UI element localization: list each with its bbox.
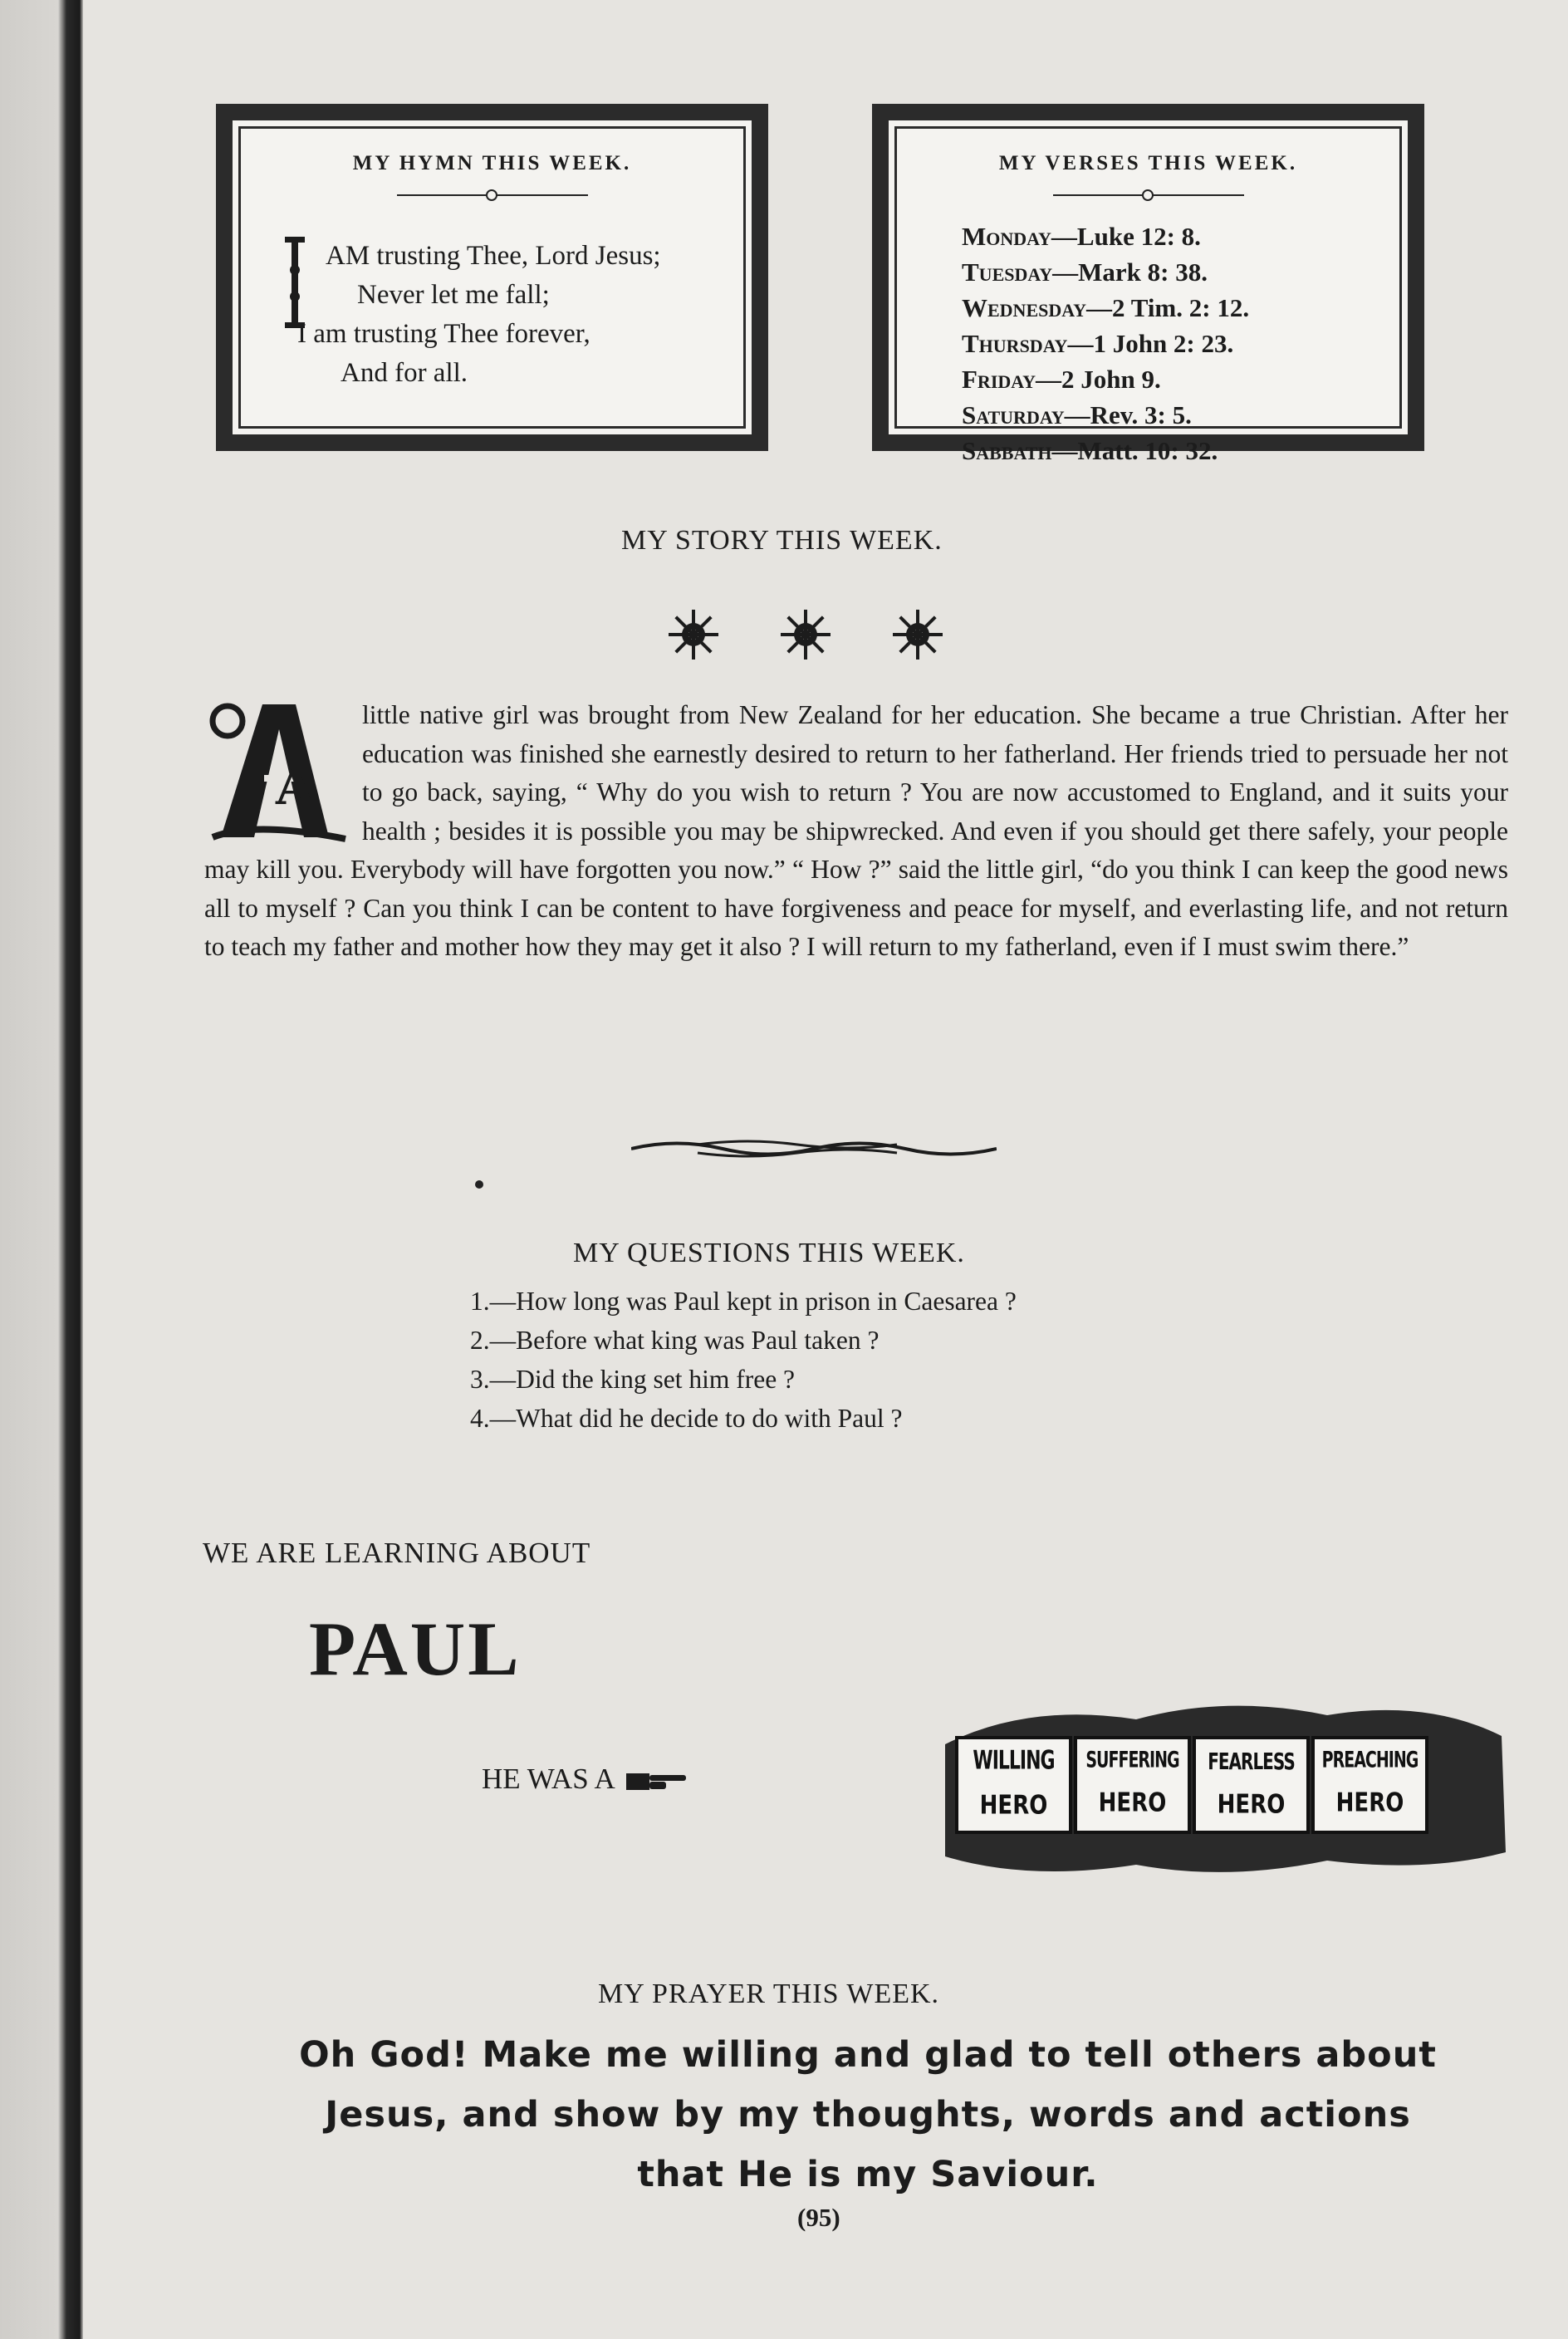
learning-intro: WE ARE LEARNING ABOUT [203, 1537, 591, 1569]
verses-box [872, 104, 1424, 465]
prayer-line: that He is my Saviour. [637, 2154, 1099, 2195]
dot-mark [475, 1180, 483, 1189]
question-item: 2.—Before what king was Paul taken ? [470, 1326, 880, 1355]
hymn-box [216, 104, 768, 451]
divider [1053, 187, 1244, 203]
verse-row: Saturday—Rev. 3: 5. [962, 400, 1192, 429]
question-item: 1.—How long was Paul kept in prison in Caesarea ? [470, 1287, 1017, 1316]
question-item: 3.—Did the king set him free ? [470, 1365, 796, 1394]
hymn-title: MY HYMN THIS WEEK. [352, 152, 632, 174]
pointing-hand-icon [626, 1770, 693, 1793]
prayer-title: MY PRAYER THIS WEEK. [598, 1979, 940, 2009]
hymn-line: Never let me fall; [357, 280, 550, 310]
story-title: MY STORY THIS WEEK. [621, 525, 943, 556]
hero-boxes [955, 1736, 1430, 1836]
story-text: little native girl was brought from New Zealand for her education. She became a true Christian. After her education was finished she earnestly desired to return to her fatherland. Her friends tried to persuade her not to go back, saying, “ Why do you wish to return ? You are now accustomed to England, and it suits your health ; besides it is possible you may be shipwrecked. And even if you should get there safely, your people may kill you. Everybody will have forgotten you now.” “ How ?” said the little girl, “do you think I can keep the good news all to myself ? Can you think I can be content to have forgiveness and peace for myself, and everlasting life, and not return to teach my father and mother how they may get it also ? I will return to my fatherland, even if I must swim there.” [204, 700, 1508, 961]
wavy-divider [631, 1136, 997, 1161]
hero-fearless: FEARLESS HERO [1193, 1736, 1310, 1834]
divider [397, 187, 588, 203]
verse-row: Monday—Luke 12: 8. [962, 222, 1201, 251]
questions-title: MY QUESTIONS THIS WEEK. [573, 1238, 965, 1268]
page-number: (95) [797, 2203, 840, 2232]
learning-subject: PAUL [309, 1606, 522, 1691]
star-ornaments [664, 609, 947, 660]
prayer-text [208, 2025, 1528, 2204]
hero-banner [929, 1694, 1510, 1885]
hero-suffering: SUFFERING HERO [1074, 1736, 1191, 1834]
verse-row: Thursday—1 John 2: 23. [962, 329, 1234, 358]
he-was-label: HE WAS A [482, 1763, 693, 1796]
prayer-line: Jesus, and show by my thoughts, words and actions [325, 2094, 1411, 2136]
verses-title: MY VERSES THIS WEEK. [998, 152, 1298, 174]
prayer-line: Oh God! Make me willing and glad to tell others about [299, 2034, 1437, 2076]
question-item: 4.—What did he decide to do with Paul ? [470, 1404, 903, 1433]
hymn-lines [282, 237, 661, 393]
hero-willing: WILLING HERO [955, 1736, 1072, 1834]
verse-list [962, 218, 1249, 468]
book-spine [0, 0, 83, 2339]
hero-preaching: PREACHING HERO [1311, 1736, 1428, 1834]
verse-row: Wednesday—2 Tim. 2: 12. [962, 293, 1250, 322]
verse-row: Tuesday—Mark 8: 38. [962, 257, 1208, 287]
story-paragraph [204, 696, 1508, 967]
page [83, 0, 1568, 2339]
drop-cap-a-ornament [204, 696, 350, 844]
hymn-line: AM trusting Thee, Lord Jesus; [326, 241, 661, 271]
hymn-line: And for all. [341, 358, 468, 388]
questions-list [470, 1282, 1017, 1438]
verse-row: Friday—2 John 9. [962, 365, 1161, 394]
svg-text:A: A [276, 758, 315, 816]
verse-row: Sabbath—Matt. 10: 32. [962, 436, 1218, 465]
hymn-line: I am trusting Thee forever, [297, 319, 590, 349]
